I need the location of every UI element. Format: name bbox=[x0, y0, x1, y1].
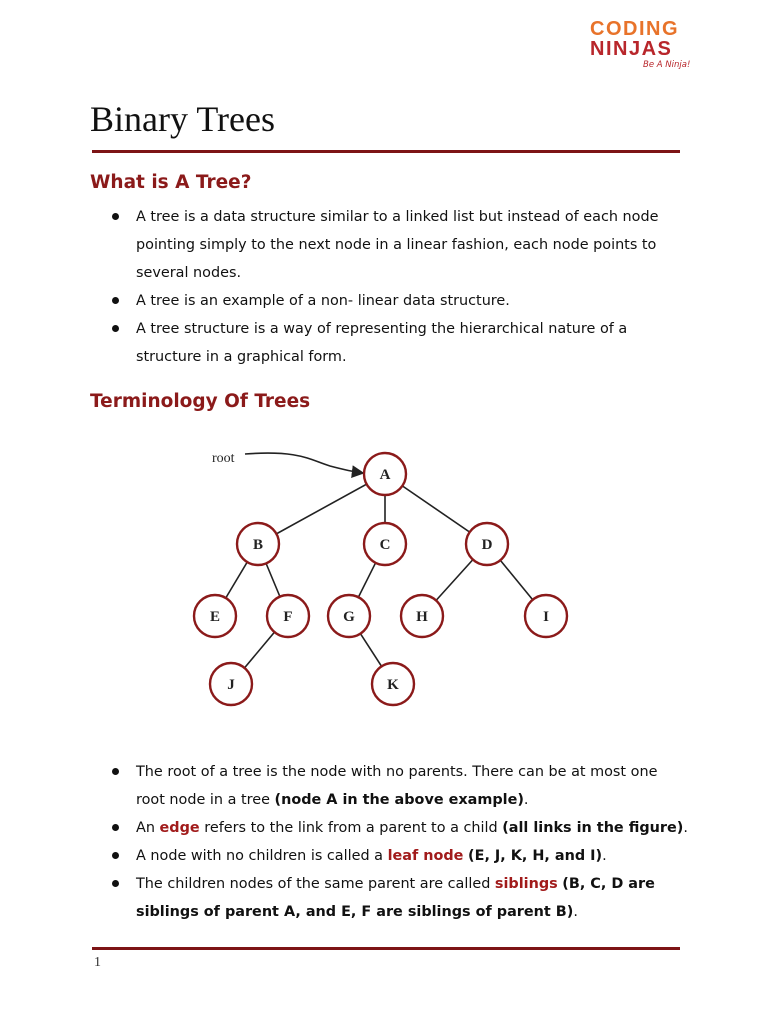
logo-tagline: Be A Ninja! bbox=[643, 60, 691, 70]
bullet-icon bbox=[112, 768, 119, 775]
bullet-icon bbox=[112, 852, 119, 859]
heading-what-is-tree: What is A Tree? bbox=[90, 172, 252, 193]
node-label-g: G bbox=[343, 609, 355, 625]
bullet-icon bbox=[112, 213, 119, 220]
node-label-b: B bbox=[252, 537, 264, 553]
list-item: A tree is an example of a non- linear data structure. bbox=[110, 287, 690, 315]
node-label-e: E bbox=[209, 609, 221, 625]
tree-diagram bbox=[180, 440, 580, 715]
list-item: The children nodes of the same parent are called siblings (B, C, D are siblings of parent A, and E, F are siblings of parent B). bbox=[110, 870, 690, 926]
title-divider bbox=[92, 150, 680, 153]
node-label-i: I bbox=[543, 609, 549, 625]
list-item: A tree is a data structure similar to a linked list but instead of each node pointing simply to the next node in a linear fashion, each node points to several nodes. bbox=[110, 203, 690, 287]
node-label-k: K bbox=[387, 677, 399, 693]
list-item: A tree structure is a way of representing the hierarchical nature of a structure in a graphical form. bbox=[110, 315, 690, 371]
term-highlight: siblings bbox=[494, 876, 558, 892]
heading-terminology: Terminology Of Trees bbox=[90, 391, 311, 412]
logo-line2: NINJAS bbox=[590, 38, 673, 60]
node-label-h: H bbox=[416, 609, 428, 625]
node-label-d: D bbox=[481, 537, 493, 553]
term-highlight: edge bbox=[159, 820, 200, 836]
root-label: root bbox=[212, 451, 235, 466]
term-highlight: leaf node bbox=[387, 848, 464, 864]
page-number: 1 bbox=[94, 955, 101, 970]
node-label-a: A bbox=[379, 467, 391, 483]
terminology-list bbox=[110, 758, 690, 926]
logo-line1: CODING bbox=[590, 18, 679, 40]
node-label-f: F bbox=[283, 609, 293, 625]
bullet-icon bbox=[112, 325, 119, 332]
coding-ninjas-logo bbox=[588, 14, 706, 70]
bullet-icon bbox=[112, 824, 119, 831]
root-pointer-arrow bbox=[245, 453, 363, 473]
tree-definition-list bbox=[110, 203, 690, 371]
node-label-c: C bbox=[379, 537, 391, 553]
list-item: An edge refers to the link from a parent to a child (all links in the figure). bbox=[110, 814, 690, 842]
node-label-j: J bbox=[227, 677, 235, 693]
page-title: Binary Trees bbox=[90, 99, 276, 139]
bullet-icon bbox=[112, 297, 119, 304]
list-item: A node with no children is called a leaf node (E, J, K, H, and I). bbox=[110, 842, 690, 870]
bullet-icon bbox=[112, 880, 119, 887]
list-item: The root of a tree is the node with no parents. There can be at most one root node in a tree (node A in the above example). bbox=[110, 758, 690, 814]
footer-divider bbox=[92, 947, 680, 950]
